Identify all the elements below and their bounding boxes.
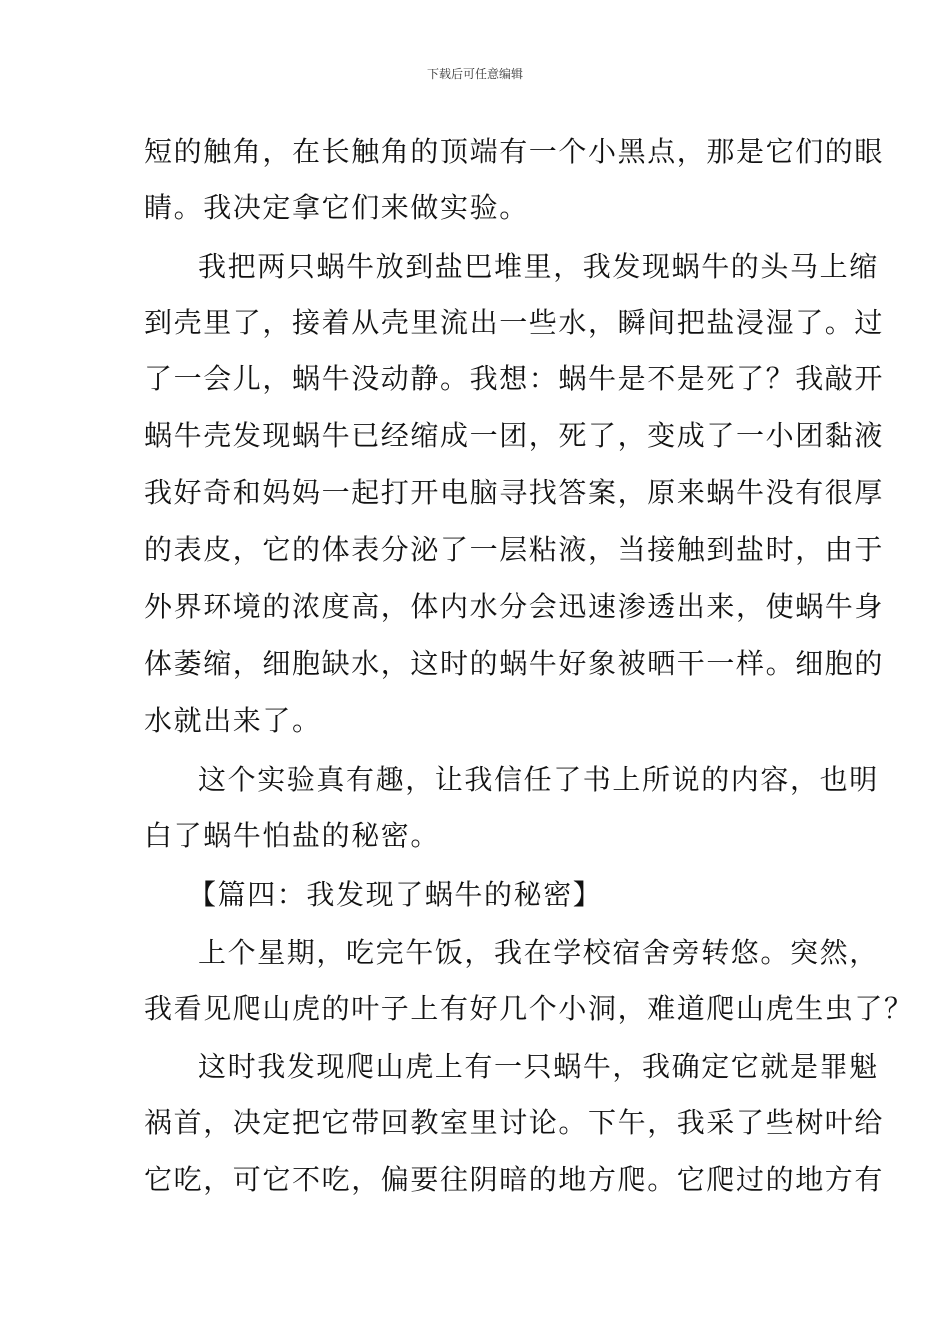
text-line: 我好奇和妈妈一起打开电脑寻找答案，原来蜗牛没有很厚 — [144, 476, 885, 509]
text-line: 它吃，可它不吃，偏要往阴暗的地方爬。它爬过的地方有 — [144, 1163, 885, 1196]
paragraph-start-line: 这时我发现爬山虎上有一只蜗牛，我确定它就是罪魁 — [198, 1050, 879, 1083]
text-line: 了一会儿，蜗牛没动静。我想：蜗牛是不是死了？我敲开 — [144, 362, 885, 395]
text-line: 短的触角，在长触角的顶端有一个小黑点，那是它们的眼 — [144, 135, 885, 168]
text-line: 蜗牛壳发现蜗牛已经缩成一团，死了，变成了一小团黏液 — [144, 419, 885, 452]
section-heading: 【篇四：我发现了蜗牛的秘密】 — [188, 878, 603, 911]
text-line: 祸首，决定把它带回教室里讨论。下午，我采了些树叶给 — [144, 1106, 885, 1139]
text-line: 外界环境的浓度高，体内水分会迅速渗透出来，使蜗牛身 — [144, 590, 885, 623]
text-line: 睛。我决定拿它们来做实验。 — [144, 191, 529, 224]
paragraph-start-line: 我把两只蜗牛放到盐巴堆里，我发现蜗牛的头马上缩 — [198, 250, 879, 283]
text-line: 的表皮，它的体表分泌了一层粘液，当接触到盐时，由于 — [144, 533, 885, 566]
paragraph-start-line: 这个实验真有趣，让我信任了书上所说的内容，也明 — [198, 763, 879, 796]
page-header: 下载后可任意编辑 — [426, 67, 523, 81]
text-line: 到壳里了，接着从壳里流出一些水，瞬间把盐浸湿了。过 — [144, 306, 885, 339]
paragraph-start-line: 上个星期，吃完午饭，我在学校宿舍旁转悠。突然， — [198, 936, 879, 969]
text-line: 体萎缩，细胞缺水，这时的蜗牛好象被晒干一样。细胞的 — [144, 647, 885, 680]
text-line: 我看见爬山虎的叶子上有好几个小洞，难道爬山虎生虫了？ — [144, 992, 914, 1025]
text-line: 白了蜗牛怕盐的秘密。 — [144, 819, 441, 852]
text-line: 水就出来了。 — [144, 704, 322, 737]
